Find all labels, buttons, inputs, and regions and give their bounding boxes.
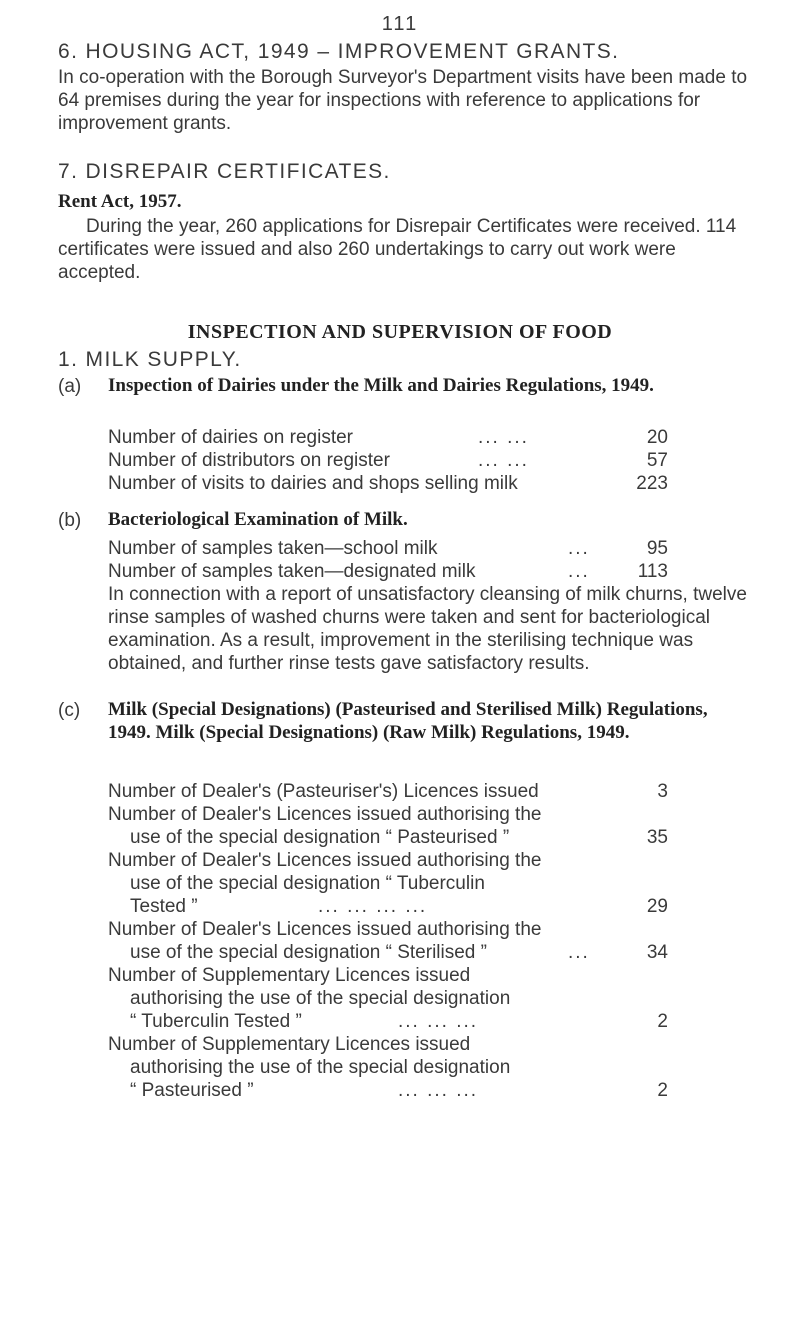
- licence-item: [108, 803, 748, 849]
- licence-item: [108, 964, 748, 1033]
- row-label: Number of samples taken—designated milk: [108, 561, 476, 582]
- item-value: 35: [646, 827, 668, 848]
- item-line: use of the special designation “ Tuberculin: [130, 873, 485, 894]
- item-line: Tested ”: [130, 896, 198, 917]
- item-line: Number of Dealer's Licences issued authorising the: [108, 919, 542, 940]
- subsection-b-marker: (b): [58, 510, 82, 531]
- row-leader: ... ...: [478, 450, 529, 471]
- item-leader: ... ... ... ...: [318, 896, 428, 917]
- subsection-b-paragraph: In connection with a report of unsatisfactory cleansing of milk churns, twelve rinse samples of washed churns were taken and sent for bacteriological examination. As a result, improvement in the sterilising technique was obtained, and further rinse tests gave satisfactory results.: [108, 584, 747, 674]
- page-number: 111: [381, 13, 419, 35]
- item-line: “ Tuberculin Tested ”: [130, 1011, 302, 1032]
- row-leader: ...: [568, 561, 590, 582]
- item-value: 2: [657, 1080, 668, 1101]
- item-line: Number of Dealer's Licences issued authorising the: [108, 850, 542, 871]
- section-6-title: 6. HOUSING ACT, 1949 – IMPROVEMENT GRANTS.: [58, 40, 620, 63]
- item-line: Number of Supplementary Licences issued: [108, 1034, 471, 1055]
- item-line: authorising the use of the special designation: [130, 1057, 511, 1078]
- subsection-a-title: Inspection of Dairies under the Milk and Dairies Regulations, 1949.: [108, 375, 654, 396]
- item-line: authorising the use of the special designation: [130, 988, 511, 1009]
- section-7-paragraph: During the year, 260 applications for Disrepair Certificates were received. 114 certificates were issued and also 260 undertakings to carry out work were accepted.: [58, 216, 737, 283]
- row-label: Number of samples taken—school milk: [108, 538, 438, 559]
- row-value: 95: [646, 538, 668, 559]
- row-value: 20: [646, 427, 668, 448]
- section-7-title: 7. DISREPAIR CERTIFICATES.: [58, 160, 391, 183]
- item-line: “ Pasteurised ”: [130, 1080, 254, 1101]
- item-value: 2: [657, 1011, 668, 1032]
- licence-item: [108, 1033, 748, 1102]
- item-value: 34: [646, 942, 668, 963]
- food-heading: INSPECTION AND SUPERVISION OF FOOD: [187, 321, 613, 343]
- row-value: 113: [637, 561, 668, 582]
- item-value: 3: [657, 781, 668, 802]
- item-leader: ... ... ...: [398, 1011, 479, 1032]
- item-value: 29: [646, 896, 668, 917]
- row-label: Number of distributors on register: [108, 450, 390, 471]
- row-label: Number of visits to dairies and shops selling milk: [108, 473, 518, 494]
- subsection-a-marker: (a): [58, 376, 82, 397]
- item-line: Number of Supplementary Licences issued: [108, 965, 471, 986]
- row-leader: ...: [568, 538, 590, 559]
- item-line: Number of Dealer's Licences issued authorising the: [108, 804, 542, 825]
- item-leader: ...: [568, 942, 590, 963]
- row-value: 57: [646, 450, 668, 471]
- item-line: use of the special designation “ Sterilised ”: [130, 942, 487, 963]
- item-leader: ... ... ...: [398, 1080, 479, 1101]
- subsection-c-marker: (c): [58, 700, 81, 721]
- milk-supply-title: 1. MILK SUPPLY.: [58, 348, 242, 371]
- section-6-paragraph: In co-operation with the Borough Surveyor's Department visits have been made to 64 premises during the year for inspections with reference to applications for improvement grants.: [58, 67, 748, 134]
- licence-item: [108, 849, 748, 918]
- row-leader: ... ...: [478, 427, 529, 448]
- subsection-c-title: Milk (Special Designations) (Pasteurised and Sterilised Milk) Regulations, 1949. Milk (Special Designations) (Raw Milk) Regulations, 1949.: [108, 699, 708, 743]
- subsection-b-title: Bacteriological Examination of Milk.: [108, 509, 408, 530]
- section-7-subtitle: Rent Act, 1957.: [58, 191, 182, 212]
- item-line: Number of Dealer's (Pasteuriser's) Licences issued: [108, 781, 539, 802]
- licence-item: [108, 918, 748, 964]
- row-label: Number of dairies on register: [108, 427, 353, 448]
- item-line: use of the special designation “ Pasteurised ”: [130, 827, 510, 848]
- row-value: 223: [636, 473, 668, 494]
